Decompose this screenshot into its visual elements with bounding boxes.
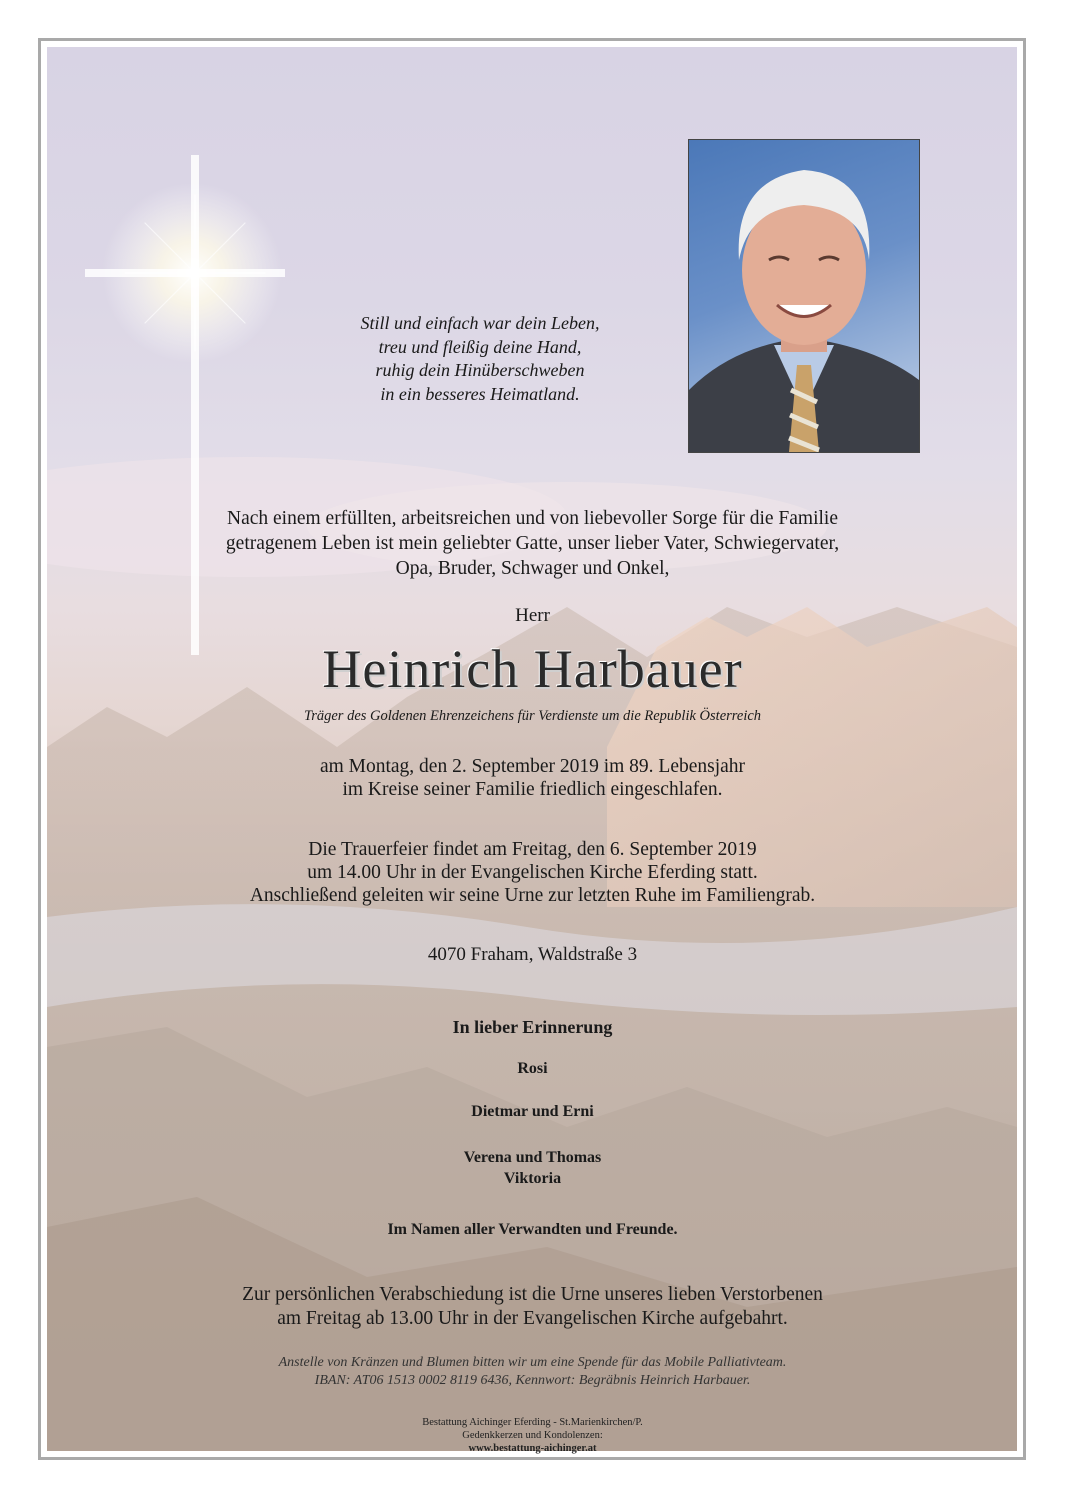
undertaker-website-link[interactable]: www.bestattung-aichinger.at xyxy=(468,1443,597,1454)
mourner-name: Rosi xyxy=(517,1060,548,1077)
poem-line: ruhig dein Hinüberschweben xyxy=(375,360,585,380)
address: 4070 Fraham, Waldstraße 3 xyxy=(427,944,638,965)
service-line: Die Trauerfeier findet am Freitag, den 6. September 2019 xyxy=(308,839,757,860)
mourner-name: Viktoria xyxy=(503,1170,562,1187)
honor-title: Träger des Goldenen Ehrenzeichens für Verdienste um die Republik Österreich xyxy=(303,708,762,724)
funeral-service-info xyxy=(0,838,1065,907)
death-line: im Kreise seiner Familie friedlich eingeschlafen. xyxy=(342,779,723,800)
service-line: Anschließend geleiten wir seine Urne zur letzten Ruhe im Familiengrab. xyxy=(249,885,816,906)
undertaker-name: Bestattung Aichinger Eferding - St.Marienkirchen/P. xyxy=(422,1417,643,1428)
salutation: Herr xyxy=(515,605,550,626)
relatives-closing: Im Namen aller Verwandten und Freunde. xyxy=(387,1221,678,1238)
death-notice xyxy=(0,755,1065,801)
intro-paragraph xyxy=(0,506,1065,581)
undertaker-contact xyxy=(0,1429,1065,1455)
memory-heading: In lieber Erinnerung xyxy=(452,1017,613,1037)
viewing-info xyxy=(0,1283,1065,1331)
donation-line: Anstelle von Kränzen und Blumen bitten wir um eine Spende für das Mobile Palliativteam. xyxy=(278,1355,787,1370)
viewing-line: am Freitag ab 13.00 Uhr in der Evangelischen Kirche aufgebahrt. xyxy=(277,1308,788,1329)
mourner-group xyxy=(0,1147,1065,1189)
donation-request xyxy=(0,1354,1065,1390)
viewing-line: Zur persönlichen Verabschiedung ist die Urne unseres lieben Verstorbenen xyxy=(242,1284,823,1305)
contact-label: Gedenkkerzen und Kondolenzen: xyxy=(462,1430,603,1441)
death-line: am Montag, den 2. September 2019 im 89. Lebensjahr xyxy=(319,756,746,777)
mourner-name: Verena und Thomas xyxy=(463,1149,602,1166)
poem-line: Still und einfach war dein Leben, xyxy=(360,313,600,333)
mourner-name: Dietmar und Erni xyxy=(471,1103,594,1120)
deceased-name: Heinrich Harbauer xyxy=(322,639,743,699)
donation-line: IBAN: AT06 1513 0002 8119 6436, Kennwort: Begräbnis Heinrich Harbauer. xyxy=(314,1373,751,1388)
poem-line: in ein besseres Heimatland. xyxy=(380,383,580,404)
poem-line: treu und fleißig deine Hand, xyxy=(378,336,582,357)
undertaker-footer xyxy=(0,1416,1065,1455)
deceased-portrait-photo xyxy=(688,139,920,453)
intro-line: Nach einem erfüllten, arbeitsreichen und von liebevoller Sorge für die Familie xyxy=(227,508,838,529)
intro-line: getragenem Leben ist mein geliebter Gatte, unser lieber Vater, Schwiegervater, xyxy=(225,533,840,554)
service-line: um 14.00 Uhr in der Evangelischen Kirche Eferding statt. xyxy=(307,862,758,883)
memorial-poem xyxy=(280,312,680,406)
intro-line: Opa, Bruder, Schwager und Onkel, xyxy=(395,558,670,579)
